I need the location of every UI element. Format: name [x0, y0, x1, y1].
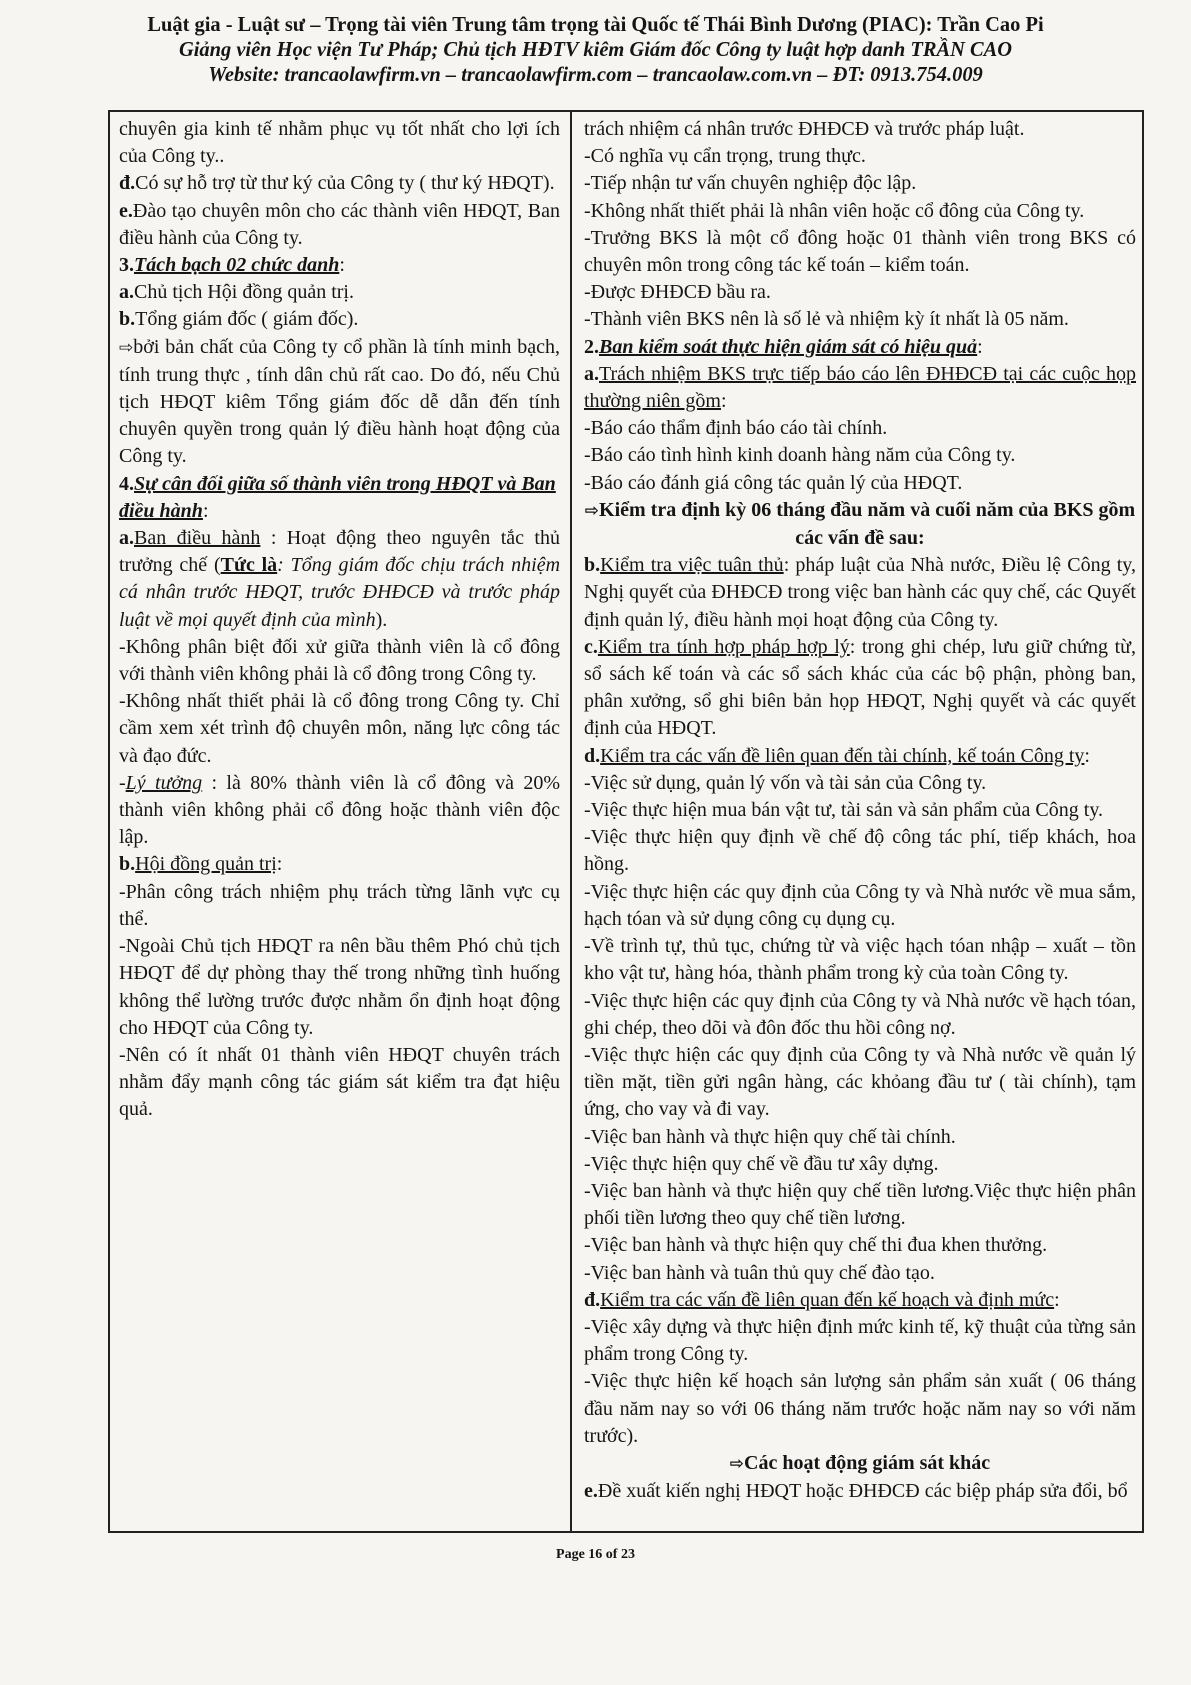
paragraph: -Ngoài Chủ tịch HĐQT ra nên bầu thêm Phó chủ tịch HĐQT để dự phòng thay thế trong những tình huống không thể lường trước được nhằm ổn định hoạt động cho HĐQT của Công ty.	[119, 935, 560, 1039]
item-text: : pháp luật của Nhà nước, Điều lệ Công ty, Nghị quyết của ĐHĐCĐ trong việc ban hành các quy chế, các Quyết định quản lý, điều hành mọi hoạt động của Công ty.	[584, 554, 1137, 631]
section-4-heading: 4.Sự cân đối giữa số thành viên trong HĐQT và Ban điều hành:	[119, 472, 556, 522]
item-b-board: b.Hội đồng quản trị:	[119, 853, 283, 876]
paragraph: -Thành viên BKS nên là số lẻ và nhiệm kỳ ít nhất là 05 năm.	[584, 308, 1069, 331]
list-item: -Báo cáo thẩm định báo cáo tài chính.	[584, 417, 888, 440]
paragraph: trách nhiệm cá nhân trước ĐHĐCĐ và trước pháp luật.	[584, 118, 1025, 140]
paragraph: -Nên có ít nhất 01 thành viên HĐQT chuyên trách nhằm đẩy mạnh công tác giám sát kiểm tra đạt hiệu quả.	[119, 1043, 560, 1121]
item-label: a.	[119, 281, 134, 304]
item-title: Trách nhiệm BKS trực tiếp báo cáo lên ĐHĐCĐ tại các cuộc họp thường niên gồm	[584, 362, 1136, 413]
note-paragraph	[119, 334, 560, 471]
item-emphasis: Tức là	[220, 554, 278, 577]
paragraph: -Không phân biệt đối xử giữa thành viên là cổ đông với thành viên không phải là cổ đông trong Công ty.	[119, 635, 560, 686]
list-item: -Việc thực hiện quy chế về đầu tư xây dựng.	[584, 1152, 939, 1175]
paragraph: -Tiếp nhận tư vấn chuyên nghiệp độc lập.	[584, 172, 917, 195]
item-text: Tổng giám đốc ( giám đốc).	[135, 308, 359, 331]
heading-text: Các hoạt động giám sát khác	[744, 1451, 991, 1474]
paragraph: -Có nghĩa vụ cẩn trọng, trung thực.	[584, 145, 866, 168]
list-item: -Việc xây dựng và thực hiện định mức kinh tế, kỹ thuật của từng sản phẩm trong Công ty.	[584, 1315, 1136, 1366]
item-a	[119, 279, 560, 306]
item-label: b.	[119, 853, 136, 876]
list-item: -Việc thực hiện các quy định của Công ty và Nhà nước về hạch tóan, ghi chép, theo dõi và đôn đốc thu hồi công nợ.	[584, 989, 1136, 1039]
section-number: 3.	[119, 254, 134, 277]
letterhead-line-3: Website: trancaolawfirm.vn – trancaolawfirm.com – trancaolaw.com.vn – ĐT: 0913.754.009	[208, 62, 983, 86]
two-column-table	[108, 110, 1144, 1533]
letterhead-line-1: Luật gia - Luật sư – Trọng tài viên Trung tâm trọng tài Quốc tế Thái Bình Dương (PIAC): Trần Cao Pi	[147, 12, 1044, 36]
section-title: Sự cân đối giữa số thành viên trong HĐQT và Ban điều hành	[119, 472, 556, 522]
list-item: -Việc ban hành và thực hiện quy chế thi đua khen thưởng.	[584, 1234, 1048, 1257]
item-label: a.	[119, 527, 134, 550]
section-number: 4.	[119, 472, 134, 495]
item-title: Kiểm tra các vấn đề liên quan đến kế hoạch và định mức	[600, 1288, 1055, 1311]
left-column	[119, 116, 560, 1124]
list-item: -Việc ban hành và thực hiện quy chế tài chính.	[584, 1125, 956, 1148]
paragraph: -Được ĐHĐCĐ bầu ra.	[584, 281, 771, 304]
item-c	[584, 634, 1136, 743]
item-italic-text: : Tổng giám đốc chịu trách nhiệm cá nhân trước HĐQT, trước ĐHĐCĐ và trước pháp luật về mọi quyết định của mình	[119, 554, 561, 631]
section-2-heading: 2.Ban kiểm soát thực hiện giám sát có hiệu quả:	[584, 335, 983, 358]
item-a-executive	[119, 525, 560, 634]
item-label: d.	[584, 744, 601, 767]
item-label: b.	[584, 554, 601, 577]
list-item: -Việc ban hành và tuân thủ quy chế đào tạo.	[584, 1261, 935, 1284]
item-title: Hội đồng quản trị	[135, 853, 277, 876]
item-label: c.	[584, 635, 598, 658]
heading-text: Kiểm tra định kỳ 06 tháng đầu năm và cuối năm của BKS gồm các vấn đề sau:	[599, 498, 1136, 550]
item-d	[119, 170, 560, 197]
section-title: Ban kiểm soát thực hiện giám sát có hiệu quả	[599, 335, 978, 358]
item-label: đ.	[119, 172, 136, 195]
item-text: Đào tạo chuyên môn cho các thành viên HĐQT, Ban điều hành của Công ty.	[119, 199, 560, 249]
item-title: Ban điều hành	[134, 527, 261, 550]
item-e	[119, 198, 560, 252]
arrow-right-icon: ⇨	[729, 1453, 745, 1474]
item-text: Đề xuất kiến nghị HĐQT hoặc ĐHĐCĐ các biệp pháp sửa đổi, bổ	[597, 1480, 1128, 1503]
item-label: e.	[584, 1480, 598, 1503]
list-item: -Báo cáo tình hình kinh doanh hàng năm của Công ty.	[584, 444, 1016, 467]
list-item: -Về trình tự, thủ tục, chứng từ và việc hạch tóan nhập – xuất – tồn kho vật tư, hàng hóa, thành phẩm trong kỳ của toàn Công ty.	[584, 935, 1136, 985]
item-text: Chủ tịch Hội đồng quản trị.	[134, 281, 354, 304]
item-dd-heading: đ.Kiểm tra các vấn đề liên quan đến kế hoạch và định mức:	[584, 1288, 1060, 1311]
list-item: -Việc sử dụng, quản lý vốn và tài sản của Công ty.	[584, 771, 987, 794]
item-title: Kiểm tra các vấn đề liên quan đến tài chính, kế toán Công ty	[600, 744, 1085, 767]
item-b	[119, 306, 560, 333]
right-column	[584, 116, 1136, 1505]
paragraph: -Trưởng BKS là một cổ đông hoặc 01 thành viên trong BKS có chuyên môn trong công tác kế toán – kiểm toán.	[584, 226, 1136, 277]
list-item: -Việc thực hiện các quy định của Công ty và Nhà nước về quản lý tiền mặt, tiền gửi ngân hàng, các khỏang đầu tư ( tài chính), tạm ứng, cho vay và đi vay.	[584, 1043, 1136, 1121]
list-item: -Việc thực hiện kế hoạch sản lượng sản phẩm sản xuất ( 06 tháng đầu năm nay so với 06 tháng năm trước hoặc năm nay so với năm trước).	[584, 1370, 1136, 1447]
item-a-heading: a.Trách nhiệm BKS trực tiếp báo cáo lên ĐHĐCĐ tại các cuộc họp thường niên gồm:	[584, 362, 1136, 413]
letterhead-line-2: Giảng viên Học viện Tư Pháp; Chủ tịch HĐTV kiêm Giám đốc Công ty luật hợp danh TRẦN CAO	[178, 37, 1013, 61]
list-item: -Báo cáo đánh giá công tác quản lý của HĐQT.	[584, 471, 963, 494]
page-number: Page 16 of 23	[556, 1547, 635, 1562]
letterhead	[0, 12, 1191, 87]
other-activities-heading	[584, 1450, 1136, 1478]
list-item: -Việc ban hành và thực hiện quy chế tiền lương.Việc thực hiện phân phối tiền lương theo quy chế tiền lương.	[584, 1179, 1136, 1230]
item-label: e.	[119, 199, 133, 222]
ideal-paragraph: -Lý tưởng : là 80% thành viên là cổ đông và 20% thành viên không phải cổ đông hoặc thành viên độc lập.	[119, 771, 561, 849]
paragraph: -Phân công trách nhiệm phụ trách từng lãnh vực cụ thể.	[119, 880, 560, 930]
item-e	[584, 1478, 1136, 1505]
item-close: ).	[375, 608, 388, 631]
ideal-label: Lý tưởng	[125, 771, 203, 794]
list-item: -Việc thực hiện các quy định của Công ty và Nhà nước về mua sắm, hạch tóan và sử dụng công cụ dụng cụ.	[584, 880, 1136, 930]
periodic-check-heading	[584, 497, 1136, 552]
item-label: đ.	[584, 1288, 601, 1311]
item-label: a.	[584, 362, 599, 385]
item-title: Kiểm tra tính hợp pháp hợp lý	[597, 635, 850, 658]
ideal-text: : là 80% thành viên là cổ đông và 20% thành viên không phải cổ đông hoặc thành viên độc lập.	[119, 771, 561, 849]
arrow-right-icon: ⇨	[119, 337, 134, 358]
paragraph: -Không nhất thiết phải là nhân viên hoặc cổ đông của Công ty.	[584, 199, 1085, 222]
item-text: : Hoạt động theo nguyên tắc thủ trưởng chế (	[119, 527, 560, 577]
item-text: Có sự hỗ trợ từ thư ký của Công ty ( thư ký HĐQT).	[135, 172, 555, 195]
section-3-heading: 3.Tách bạch 02 chức danh:	[119, 254, 345, 277]
list-item: -Việc thực hiện quy định về chế độ công tác phí, tiếp khách, hoa hồng.	[584, 826, 1136, 876]
list-item: -Việc thực hiện mua bán vật tư, tài sản và sản phẩm của Công ty.	[584, 799, 1104, 822]
item-b	[584, 552, 1136, 634]
item-title: Kiểm tra việc tuân thủ	[600, 554, 784, 577]
item-label: b.	[119, 308, 136, 331]
paragraph: -Không nhất thiết phải là cổ đông trong Công ty. Chỉ cầm xem xét trình độ chuyên môn, năng lực công tác và đạo đức.	[119, 690, 560, 767]
section-title: Tách bạch 02 chức danh	[134, 254, 340, 277]
item-text: : trong ghi chép, lưu giữ chứng từ, sổ sách kế toán và các sổ sách khác của các bộ phận, phòng ban, phân xưởng, sổ ghi biên bản họp HĐQT, Nghị quyết và các quyết định của HĐQT.	[584, 635, 1136, 740]
paragraph: chuyên gia kinh tế nhằm phục vụ tốt nhất cho lợi ích của Công ty..	[119, 118, 560, 168]
section-number: 2.	[584, 335, 599, 358]
item-d-heading: d.Kiểm tra các vấn đề liên quan đến tài chính, kế toán Công ty:	[584, 744, 1090, 767]
arrow-right-icon: ⇨	[584, 500, 600, 521]
column-divider	[570, 112, 572, 1531]
note-text: bởi bản chất của Công ty cổ phần là tính minh bạch, tính trung thực , tính dân chủ rất cao. Do đó, nếu Chủ tịch HĐQT kiêm Tổng giám đốc dễ dẫn đến tính chuyên quyền trong quản lý điều hành hoạt động của Công ty.	[119, 335, 560, 468]
